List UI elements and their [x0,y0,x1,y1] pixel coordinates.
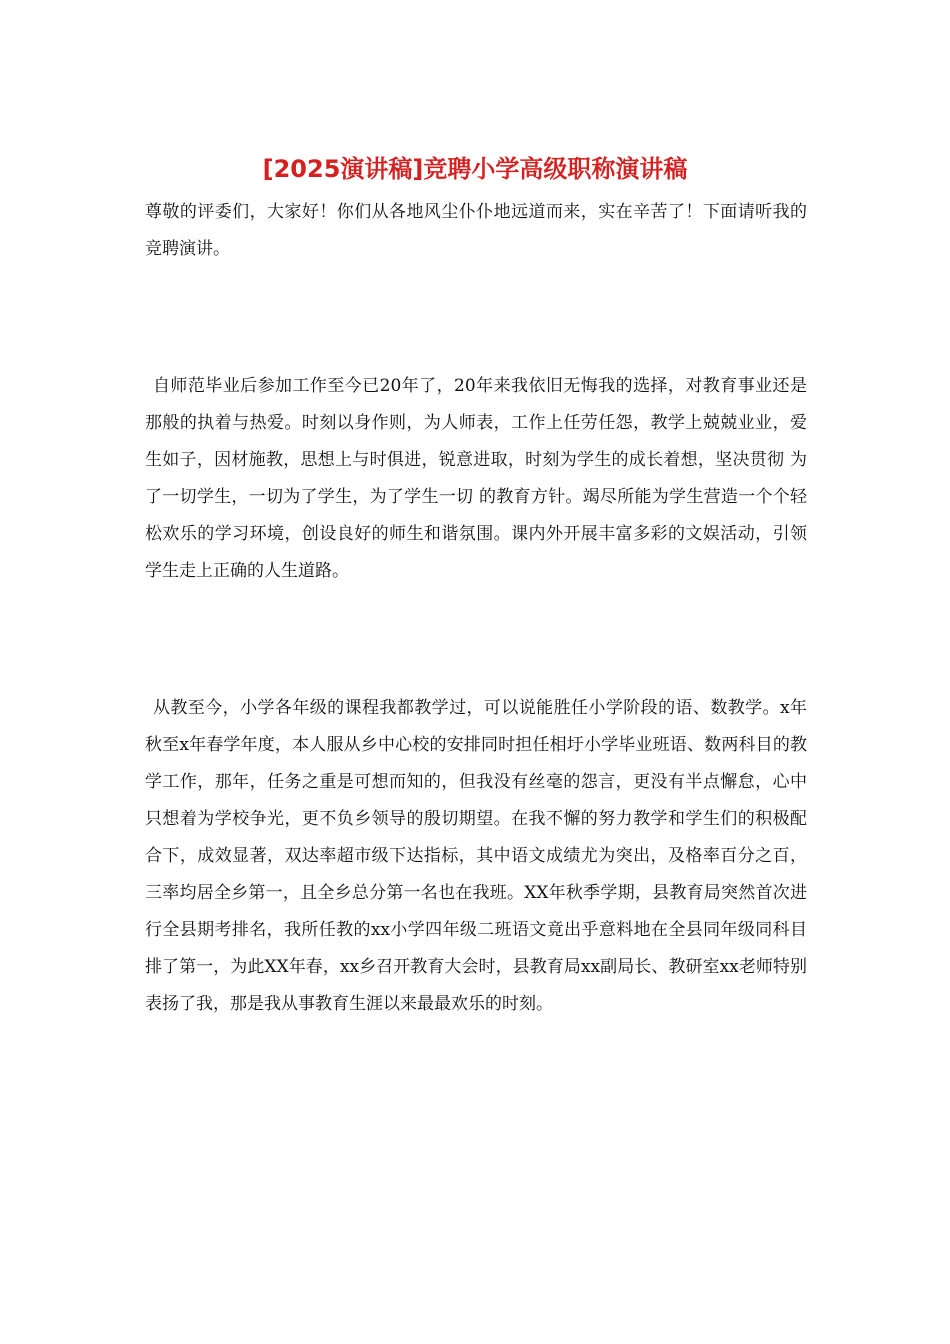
paragraph-teaching-record: 从教至今，小学各年级的课程我都教学过，可以说能胜任小学阶段的语、数教学。x年秋至x年春学年度，本人服从乡中心校的安排同时担任相圩小学毕业班语、数两科目的教学工作，那年，任务之重是可想而知的，但我没有丝毫的怨言，更没有半点懈怠，心中只想着为学校争光，更不负乡领导的殷切期望。在我不懈的努力教学和学生们的积极配合下，成效显著，双达率超市级下达指标，其中语文成绩尤为突出，及格率百分之百，三率均居全乡第一，且全乡总分第一名也在我班。XX年秋季学期，县教育局突然首次进行全县期考排名，我所任教的xx小学四年级二班语文竟出乎意料地在全县同年级同科目排了第一，为此XX年春，xx乡召开教育大会时，县教育局xx副局长、教研室xx老师特别表扬了我，那是我从事教育生涯以来最最欢乐的时刻。 [145,698,807,1014]
document-title: [2025演讲稿]竞聘小学高级职称演讲稿 [262,155,688,183]
paragraph-greeting: 尊敬的评委们，大家好！你们从各地风尘仆仆地远道而来，实在辛苦了！下面请听我的竞聘演讲。 [145,202,807,259]
paragraph-career: 自师范毕业后参加工作至今已20年了，20年来我依旧无悔我的选择，对教育事业还是那般的执着与热爱。时刻以身作则，为人师表，工作上任劳任怨，教学上兢兢业业，爱生如子，因材施教，思想上与时俱进，锐意进取，时刻为学生的成长着想，坚决贯彻 为了一切学生，一切为了学生，为了学生一切 的教育方针。竭尽所能为学生营造一个个轻松欢乐的学习环境，创设良好的师生和谐氛围。课内外开展丰富多彩的文娱活动，引领学生走上正确的人生道路。 [145,376,807,581]
